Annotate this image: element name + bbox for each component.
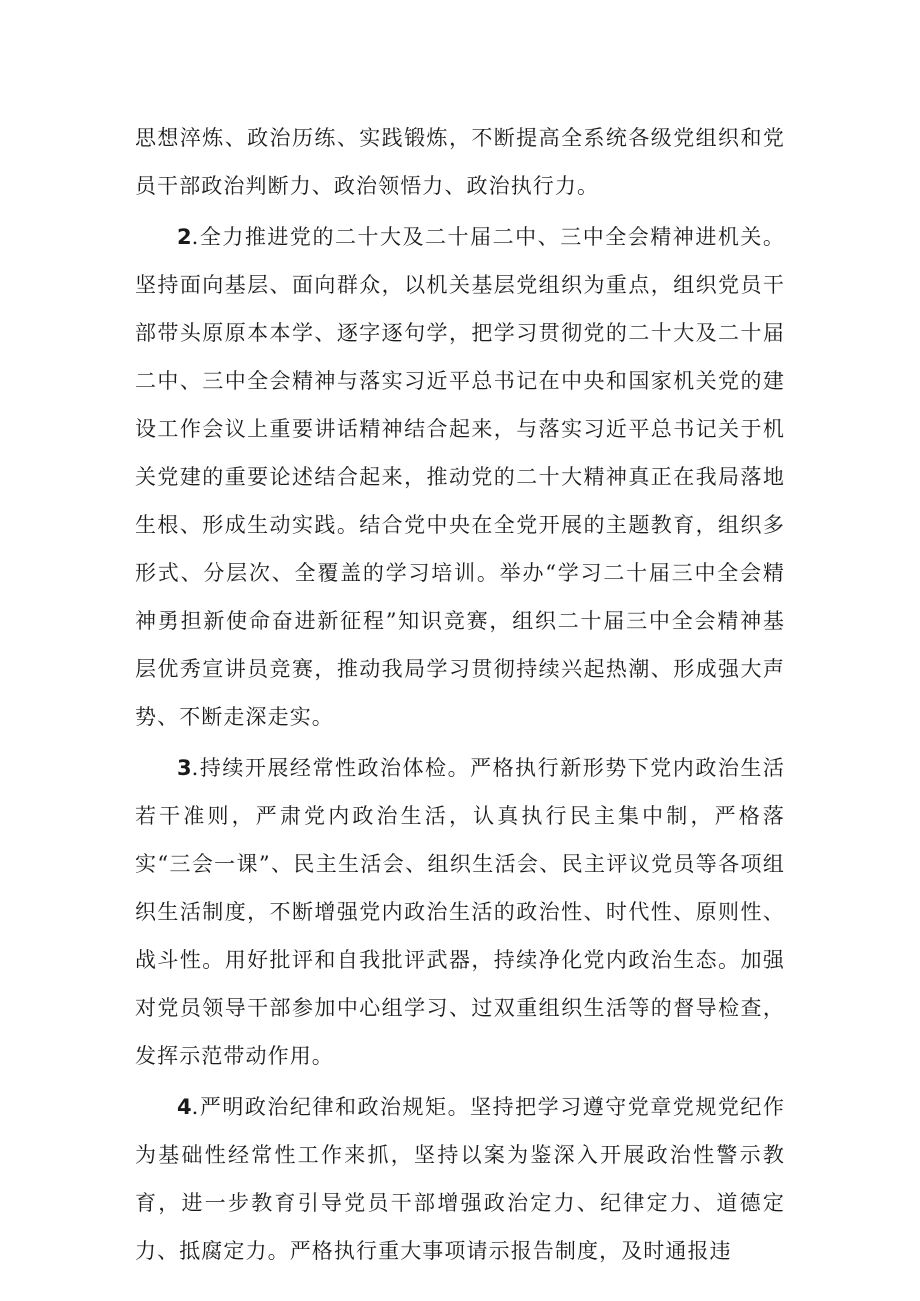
- paragraph-3: [135, 744, 785, 1080]
- paragraph-3-number: 3: [177, 756, 192, 780]
- paragraph-4-number: 4: [177, 1095, 192, 1119]
- paragraph-3-text: .持续开展经常性政治体检。严格执行新形势下党内政治生活若干准则，严肃党内政治生活，认真执行民主集中制，严格落实“三会一课”、民主生活会、组织生活会、民主评议党员等各项组织生活制度，不断增强党内政治生活的政治性、时代性、原则性、战斗性。用好批评和自我批评武器，持续净化党内政治生态。加强对党员领导干部参加中心组学习、过双重组织生活等的督导检查，发挥示范带动作用。: [135, 756, 785, 1068]
- document-body: [135, 114, 785, 1275]
- paragraph-2-number: 2: [177, 225, 192, 249]
- paragraph-1-text: 思想淬炼、政治历练、实践锻炼，不断提高全系统各级党组织和党员干部政治判断力、政治领悟力、政治执行力。: [135, 126, 785, 198]
- paragraph-1: [135, 114, 785, 210]
- paragraph-4-text: .严明政治纪律和政治规矩。坚持把学习遵守党章党规党纪作为基础性经常性工作来抓，坚持以案为鉴深入开展政治性警示教育，进一步教育引导党员干部增强政治定力、纪律定力、道德定力、抵腐定力。严格执行重大事项请示报告制度，及时通报违: [135, 1095, 785, 1263]
- paragraph-4: [135, 1083, 785, 1275]
- paragraph-2-text: .全力推进党的二十大及二十届二中、三中全会精神进机关。坚持面向基层、面向群众，以机关基层党组织为重点，组织党员干部带头原原本本学、逐字逐句学，把学习贯彻党的二十大及二十届二中、三中全会精神与落实习近平总书记在中央和国家机关党的建设工作会议上重要讲话精神结合起来，与落实习近平总书记关于机关党建的重要论述结合起来，推动党的二十大精神真正在我局落地生根、形成生动实践。结合党中央在全党开展的主题教育，组织多形式、分层次、全覆盖的学习培训。举办“学习二十届三中全会精神勇担新使命奋进新征程”知识竞赛，组织二十届三中全会精神基层优秀宣讲员竞赛，推动我局学习贯彻持续兴起热潮、形成强大声势、不断走深走实。: [135, 225, 785, 729]
- paragraph-2: [135, 213, 785, 741]
